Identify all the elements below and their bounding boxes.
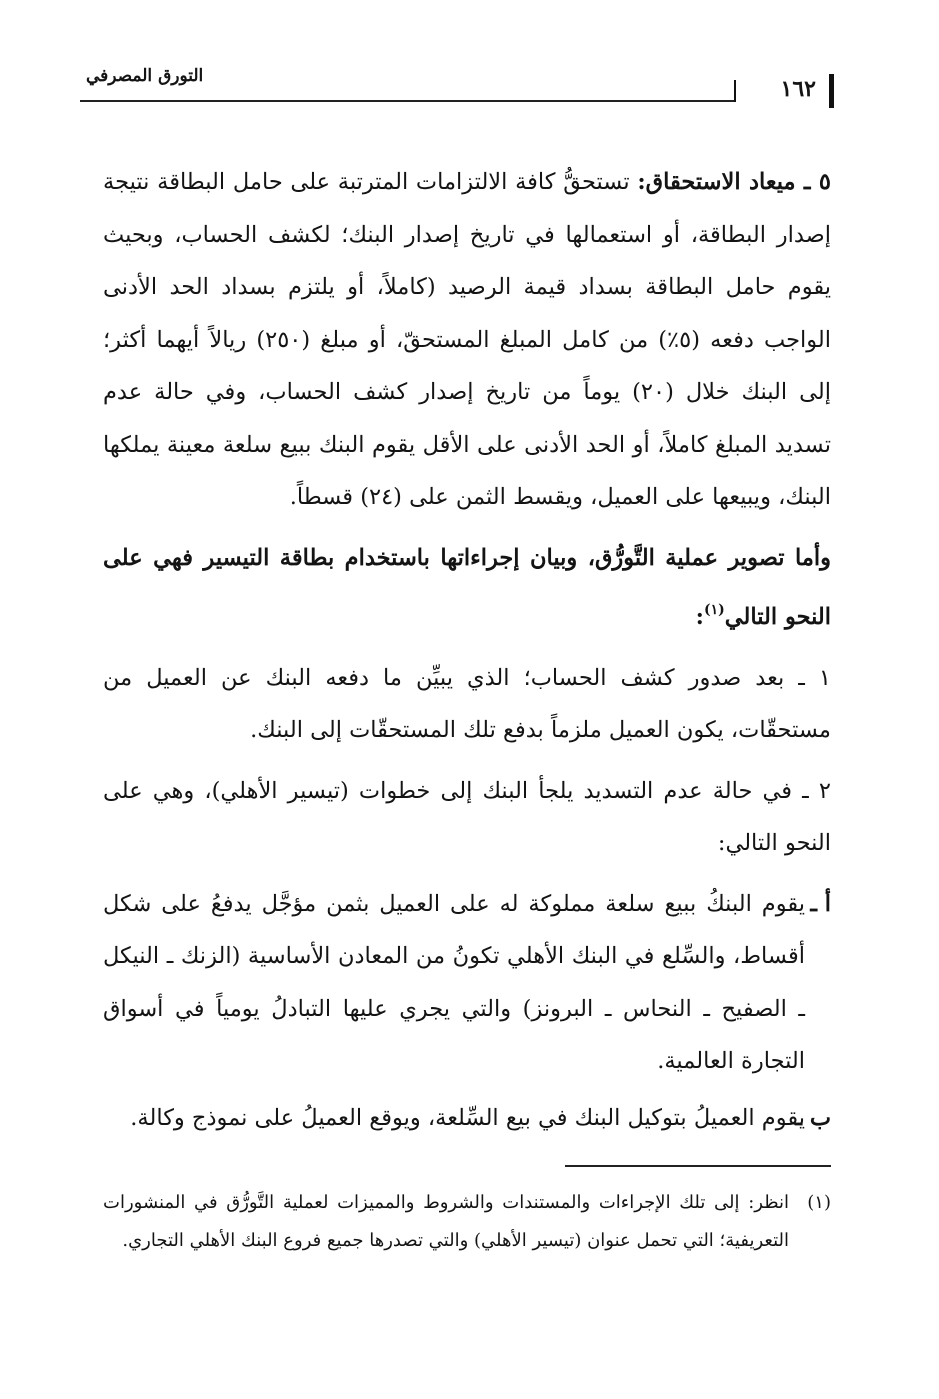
paragraph-text: وأما تصوير عملية التَّورُّق، وبيان إجراءاتها باستخدام بطاقة التيسير فهي على النحو التالي — [103, 544, 831, 630]
sub-steps-list — [103, 878, 831, 1145]
running-header — [80, 66, 840, 112]
sub-step-text: يقوم العميلُ بتوكيل البنك في بيع السِّلعة، ويوقع العميلُ على نموذج وكالة. — [130, 1104, 805, 1131]
sub-step-ba — [103, 1092, 831, 1145]
footnote-separator — [565, 1165, 831, 1167]
header-divider-tick — [734, 80, 736, 102]
sub-step-text: يقوم البنكُ ببيع سلعة مملوكة له على العميل بثمن مؤجَّل يدفعُ على شكل أقساط، والسِّلع في البنك الأهلي تكونُ من المعادن الأساسية (الزنك ـ النيكل ـ الصفيح ـ النحاس ـ البرونز) والتي يجري عليها التبادلُ يومياً في أسواق التجارة العالمية. — [103, 890, 805, 1074]
footnote-reference: (١) — [703, 602, 725, 618]
paragraph-lead: ٥ ـ ميعاد الاستحقاق: — [637, 169, 832, 195]
footnote-text: انظر: إلى تلك الإجراءات والمستندات والشروط والمميزات لعملية التَّورُّق في المنشورات التعريفية؛ التي تحمل عنوان (تيسير الأهلي) والتي تصدرها جميع فروع البنك الأهلي التجاري. — [103, 1192, 789, 1251]
sub-step-marker: أ ـ — [810, 890, 831, 917]
footnote — [103, 1184, 831, 1260]
paragraph-tail: : — [695, 604, 704, 630]
header-rule — [80, 100, 734, 102]
paragraph-step-1: ١ ـ بعد صدور كشف الحساب؛ الذي يبيِّن ما دفعه البنك عن العميل من مستحقّات، يكون العميل ملزماً بدفع تلك المستحقّات إلى البنك. — [103, 664, 831, 743]
header-vertical-bar — [829, 74, 834, 108]
paragraph-due-date — [103, 156, 831, 524]
sub-step-alif — [103, 878, 831, 1088]
main-text — [103, 156, 831, 1144]
page-number: ١٦٢ — [780, 76, 816, 102]
paragraph-text: تستحقُّ كافة الالتزامات المترتبة على حامل البطاقة نتيجة إصدار البطاقة، أو استعمالها في تاريخ إصدار البنك؛ لكشف الحساب، وبحيث يقوم حامل البطاقة بسداد قيمة الرصيد (كاملاً، أو يلتزم بسداد الحد الأدنى الواجب دفعه (٥٪) من كامل المبلغ المستحقّ، أو مبلغ (٢٥٠) ريالاً أيهما أكثر؛ إلى البنك خلال (٢٠) يوماً من تاريخ إصدار كشف الحساب، وفي حالة عدم تسديد المبلغ كاملاً، أو الحد الأدنى على الأقل يقوم البنك ببيع سلعة معينة يملكها البنك، ويبيعها على العميل، ويقسط الثمن على (٢٤) قسطاً. — [103, 169, 831, 510]
book-title: التورق المصرفي — [86, 66, 204, 86]
sub-step-marker: ب ـ — [795, 1104, 831, 1131]
footnote-marker: (١) — [807, 1192, 831, 1213]
paragraph-step-2: ٢ ـ في حالة عدم التسديد يلجأ البنك إلى خطوات (تيسير الأهلي)، وهي على النحو التالي: — [103, 777, 831, 856]
paragraph-tawarruq-intro — [103, 532, 831, 644]
